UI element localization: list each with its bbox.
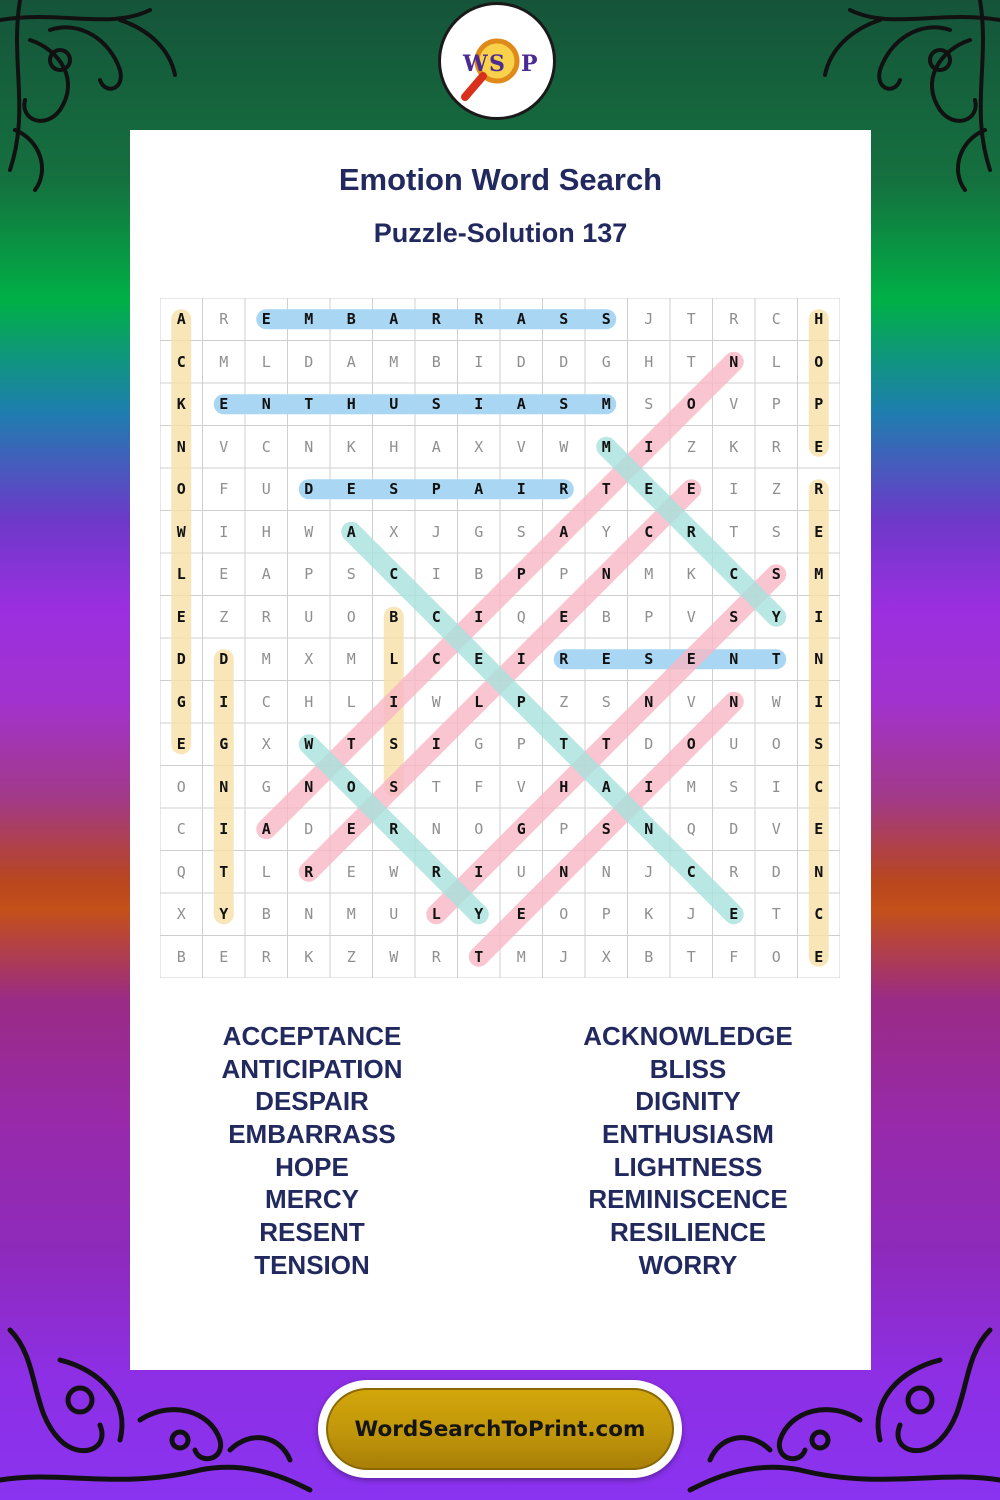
word-list-item: REMINISCENCE	[588, 1184, 788, 1215]
grid-letter: Y	[601, 522, 611, 541]
grid-letter: T	[686, 352, 696, 371]
grid-letter: D	[219, 650, 229, 668]
grid-letter: M	[261, 650, 271, 668]
grid-letter: G	[474, 735, 484, 753]
grid-letter: N	[431, 820, 441, 838]
grid-letter: B	[346, 310, 356, 328]
grid-letter: W	[389, 947, 399, 966]
grid-letter: L	[261, 862, 271, 881]
grid-letter: T	[729, 522, 739, 541]
grid-letter: E	[346, 862, 356, 881]
word-list-item: DIGNITY	[635, 1086, 741, 1117]
grid-letter: D	[729, 820, 739, 838]
grid-letter: N	[729, 650, 739, 668]
grid-letter: C	[814, 905, 824, 923]
grid-letter: O	[814, 352, 824, 371]
grid-letter: K	[176, 395, 186, 413]
grid-letter: E	[346, 480, 356, 498]
grid-letter: H	[346, 395, 356, 413]
grid-letter: U	[389, 395, 399, 413]
word-list-item: LIGHTNESS	[613, 1151, 763, 1182]
grid-letter: F	[474, 777, 484, 796]
grid-letter: T	[771, 905, 781, 923]
grid-letter: E	[474, 650, 484, 668]
grid-letter: I	[644, 437, 654, 456]
grid-letter: Z	[686, 437, 696, 456]
grid-letter: A	[176, 310, 186, 328]
grid-letter: E	[219, 565, 229, 583]
grid-letter: A	[601, 777, 611, 796]
grid-letter: E	[346, 820, 356, 838]
website-link-button[interactable]	[318, 1380, 682, 1478]
grid-letter: O	[686, 735, 696, 753]
grid-letter: T	[431, 777, 441, 796]
grid-letter: E	[516, 905, 526, 923]
grid-letter: S	[771, 522, 781, 541]
grid-letter: H	[644, 352, 654, 371]
grid-letter: X	[389, 522, 399, 541]
grid-letter: S	[559, 395, 569, 413]
grid-letter: D	[304, 352, 314, 371]
grid-letter: T	[304, 395, 314, 413]
grid-letter: V	[686, 692, 696, 711]
grid-letter: R	[431, 947, 441, 966]
grid-letter: M	[644, 565, 654, 583]
grid-letter: R	[261, 607, 271, 626]
grid-letter: S	[814, 735, 824, 753]
grid-letter: Z	[219, 607, 229, 626]
grid-letter: I	[516, 480, 526, 498]
grid-letter: R	[389, 820, 399, 838]
grid-letter: W	[389, 862, 399, 881]
grid-letter: E	[814, 947, 824, 966]
grid-letter: I	[771, 777, 781, 796]
grid-letter: P	[516, 565, 526, 583]
grid-letter: P	[814, 395, 824, 413]
grid-letter: E	[644, 480, 654, 498]
grid-letter: S	[729, 607, 739, 626]
grid-letter: M	[814, 565, 824, 583]
grid-letter: K	[644, 905, 654, 923]
grid-letter: K	[304, 947, 314, 966]
grid-letter: P	[516, 692, 526, 711]
grid-letter: Z	[771, 480, 781, 498]
grid-letter: N	[261, 395, 271, 413]
grid-letter: E	[559, 607, 569, 626]
grid-letter: L	[389, 650, 399, 668]
grid-letter: I	[431, 735, 441, 753]
grid-letter: I	[219, 522, 229, 541]
grid-letter: B	[261, 905, 271, 923]
word-list-item: DESPAIR	[255, 1086, 369, 1117]
grid-letter: A	[516, 310, 526, 328]
grid-letter: X	[261, 735, 271, 753]
grid-letter: R	[261, 947, 271, 966]
grid-letter: I	[474, 607, 484, 626]
word-search-grid	[160, 298, 840, 978]
grid-letter: B	[644, 947, 654, 966]
grid-letter: S	[516, 522, 526, 541]
grid-letter: R	[686, 522, 696, 541]
grid-letter: P	[431, 480, 441, 498]
grid-letter: J	[686, 905, 696, 923]
grid-letter: A	[559, 522, 569, 541]
grid-letter: P	[771, 395, 781, 413]
grid-letter: R	[729, 310, 739, 328]
grid-letter: E	[686, 650, 696, 668]
grid-letter: N	[729, 692, 739, 711]
grid-letter: W	[304, 735, 314, 753]
magnifier-logo-icon	[441, 5, 553, 117]
grid-letter: R	[559, 650, 569, 668]
grid-letter: C	[176, 820, 186, 838]
grid-letter: N	[814, 862, 824, 881]
grid-letter: R	[431, 862, 441, 881]
grid-letter: K	[686, 565, 696, 583]
grid-letter: S	[601, 692, 611, 711]
grid-letter: Z	[559, 692, 569, 711]
puzzle-title: Emotion Word Search	[338, 162, 663, 197]
grid-letter: S	[644, 650, 654, 668]
grid-letter: D	[644, 735, 654, 753]
grid-letter: E	[219, 395, 229, 413]
grid-letter: R	[729, 862, 739, 881]
grid-letter: V	[219, 437, 229, 456]
grid-letter: K	[729, 437, 739, 456]
grid-letter: P	[601, 905, 611, 923]
grid-letter: Q	[686, 820, 696, 838]
website-link-label[interactable]: WordSearchToPrint.com	[354, 1416, 646, 1442]
logo-letter-w: W	[463, 51, 488, 77]
grid-letter: C	[261, 437, 271, 456]
grid-letter: C	[431, 650, 441, 668]
grid-letter: H	[304, 692, 314, 711]
grid-letter: G	[261, 777, 271, 796]
grid-letter: E	[814, 522, 824, 541]
grid-letter: H	[559, 777, 569, 796]
grid-letter: U	[516, 862, 526, 881]
grid-letter: D	[771, 862, 781, 881]
grid-letter: Y	[771, 607, 781, 626]
grid-letter: T	[474, 947, 484, 966]
grid-letter: E	[814, 437, 824, 456]
grid-letter: E	[729, 905, 739, 923]
grid-letter: O	[176, 777, 186, 796]
grid-letter: T	[601, 735, 611, 753]
grid-letter: G	[219, 735, 229, 753]
website-link-pill[interactable]	[326, 1388, 674, 1470]
grid-letter: S	[601, 310, 611, 328]
grid-letter: N	[559, 862, 569, 881]
grid-letter: Y	[474, 905, 484, 923]
word-list-item: TENSION	[254, 1249, 370, 1280]
grid-letter: B	[431, 352, 441, 371]
grid-letter: I	[814, 607, 824, 626]
grid-letter: I	[644, 777, 654, 796]
grid-letter: A	[389, 310, 399, 328]
grid-letter: U	[304, 607, 314, 626]
grid-letter: B	[176, 947, 186, 966]
grid-letter: U	[261, 480, 271, 498]
grid-letter: G	[516, 820, 526, 838]
grid-letter: E	[261, 310, 271, 328]
grid-letter: W	[304, 522, 314, 541]
grid-letter: H	[389, 437, 399, 456]
grid-letter: P	[644, 607, 654, 626]
grid-letter: L	[176, 565, 186, 583]
grid-letter: P	[559, 565, 569, 583]
grid-letter: I	[219, 820, 229, 838]
grid-letter: O	[176, 480, 186, 498]
grid-letter: O	[771, 735, 781, 753]
grid-letter: S	[644, 395, 654, 413]
grid-letter: R	[474, 310, 484, 328]
grid-letter: I	[219, 692, 229, 711]
grid-letter: M	[219, 352, 229, 371]
grid-letter: I	[474, 352, 484, 371]
grid-letter: M	[601, 395, 611, 413]
grid-letter: P	[304, 565, 314, 583]
grid-letter: N	[304, 905, 314, 923]
grid-letter: L	[474, 692, 484, 711]
grid-letter: C	[686, 862, 696, 881]
grid-letter: N	[601, 565, 611, 583]
grid-letter: U	[389, 905, 399, 923]
word-list-item: ENTHUSIASM	[602, 1119, 774, 1150]
grid-letter: T	[686, 947, 696, 966]
grid-letter: Y	[219, 905, 229, 923]
grid-letter: O	[686, 395, 696, 413]
grid-letter: M	[516, 947, 526, 966]
grid-letter: V	[686, 607, 696, 626]
grid-letter: X	[304, 650, 314, 668]
grid-letter: I	[814, 692, 824, 711]
grid-letter: T	[686, 310, 696, 328]
word-list-right	[528, 1020, 848, 1282]
grid-letter: E	[814, 820, 824, 838]
grid-letter: R	[304, 862, 314, 881]
grid-letter: Q	[516, 607, 526, 626]
grid-letter: S	[389, 777, 399, 796]
logo-letter-p: P	[521, 51, 538, 77]
grid-letter: U	[729, 735, 739, 753]
word-list-item: RESENT	[259, 1217, 365, 1248]
grid-letter: O	[771, 947, 781, 966]
grid-letter: C	[431, 607, 441, 626]
grid-letter: G	[474, 522, 484, 541]
grid-letter: S	[346, 565, 356, 583]
grid-letter: R	[771, 437, 781, 456]
grid-letter: C	[814, 777, 824, 796]
grid-letter: A	[346, 352, 356, 371]
grid-letter: W	[176, 522, 186, 541]
grid-letter: C	[729, 565, 739, 583]
grid-letter: L	[261, 352, 271, 371]
grid-letter: W	[431, 692, 441, 711]
grid-letter: W	[771, 692, 781, 711]
grid-letter: H	[261, 522, 271, 541]
grid-letter: C	[771, 310, 781, 328]
word-list-item: BLISS	[649, 1053, 727, 1084]
grid-letter: N	[304, 437, 314, 456]
grid-letter: O	[559, 905, 569, 923]
grid-letter: I	[431, 565, 441, 583]
grid-letter: V	[516, 777, 526, 796]
grid-letter: A	[261, 820, 271, 838]
grid-letter: E	[219, 947, 229, 966]
grid-letter: S	[559, 310, 569, 328]
grid-letter: N	[304, 777, 314, 796]
grid-letter: T	[219, 862, 229, 881]
grid-letter: S	[389, 480, 399, 498]
word-list-item: HOPE	[275, 1151, 349, 1182]
grid-letter: J	[559, 947, 569, 966]
grid-letter: R	[814, 480, 824, 498]
grid-letter: I	[516, 650, 526, 668]
word-list-item: ACCEPTANCE	[222, 1021, 402, 1051]
grid-letter: F	[219, 480, 229, 498]
grid-letter: I	[474, 862, 484, 881]
word-list-item: ACKNOWLEDGE	[583, 1021, 793, 1051]
grid-letter: B	[601, 607, 611, 626]
grid-letter: J	[644, 310, 654, 328]
grid-letter: S	[729, 777, 739, 796]
word-list-item: EMBARRASS	[228, 1119, 396, 1150]
grid-letter: S	[771, 565, 781, 583]
logo-letter-s: S	[489, 51, 505, 77]
word-list-left	[152, 1020, 472, 1282]
grid-letter: C	[644, 522, 654, 541]
wsp-logo	[438, 2, 556, 120]
grid-letter: A	[346, 522, 356, 541]
word-list-item: WORRY	[638, 1249, 738, 1280]
grid-letter: H	[814, 310, 824, 328]
grid-letters	[160, 298, 840, 978]
grid-letter: O	[346, 607, 356, 626]
grid-letter: V	[516, 437, 526, 456]
word-list-item: RESILIENCE	[609, 1217, 767, 1248]
grid-letter: B	[474, 565, 484, 583]
grid-letter: J	[431, 522, 441, 541]
word-list-item: ANTICIPATION	[221, 1053, 403, 1084]
grid-letter: X	[601, 947, 611, 966]
grid-letter: A	[474, 480, 484, 498]
grid-letter: D	[176, 650, 186, 668]
grid-letter: Z	[346, 947, 356, 966]
grid-letter: M	[686, 777, 696, 796]
grid-letter: C	[176, 352, 186, 371]
grid-letter: R	[431, 310, 441, 328]
grid-letter: N	[601, 862, 611, 881]
grid-letter: R	[559, 480, 569, 498]
grid-letter: I	[729, 480, 739, 498]
grid-letter: S	[431, 395, 441, 413]
grid-letter: P	[516, 735, 526, 753]
grid-letter: M	[346, 905, 356, 923]
grid-letter: M	[389, 352, 399, 371]
grid-letter: V	[729, 395, 739, 413]
grid-letter: I	[474, 395, 484, 413]
grid-letter: T	[346, 735, 356, 753]
grid-letter: D	[559, 352, 569, 371]
grid-letter: E	[686, 480, 696, 498]
grid-letter: O	[474, 820, 484, 838]
word-list-item: MERCY	[265, 1184, 359, 1215]
grid-letter: L	[346, 692, 356, 711]
grid-letter: E	[601, 650, 611, 668]
grid-letter: M	[346, 650, 356, 668]
grid-letter: G	[176, 692, 186, 711]
grid-letter: G	[601, 352, 611, 371]
grid-letter: K	[346, 437, 356, 456]
grid-letter: A	[516, 395, 526, 413]
grid-letter: Q	[176, 862, 186, 881]
grid-letter: W	[559, 437, 569, 456]
grid-letter: I	[389, 692, 399, 711]
grid-letter: T	[559, 735, 569, 753]
grid-letter: V	[771, 820, 781, 838]
grid-letter: C	[389, 565, 399, 583]
grid-letter: S	[389, 735, 399, 753]
grid-letter: D	[304, 480, 314, 498]
puzzle-subtitle: Puzzle-Solution 137	[373, 218, 628, 248]
grid-letter: E	[176, 607, 186, 626]
grid-letter: T	[771, 650, 781, 668]
grid-letter: L	[771, 352, 781, 371]
grid-letter: A	[431, 437, 441, 456]
grid-letter: N	[219, 777, 229, 796]
grid-letter: R	[219, 310, 229, 328]
grid-letter: C	[261, 692, 271, 711]
grid-letter: B	[389, 607, 399, 626]
grid-letter: L	[431, 905, 441, 923]
grid-letter: D	[304, 820, 314, 838]
grid-letter: N	[644, 692, 654, 711]
grid-letter: N	[176, 437, 186, 456]
grid-letter: X	[176, 905, 186, 923]
grid-letter: N	[729, 352, 739, 371]
grid-letter: E	[176, 735, 186, 753]
grid-letter: X	[474, 437, 484, 456]
grid-letter: T	[601, 480, 611, 498]
grid-letter: D	[516, 352, 526, 371]
grid-letter: O	[346, 777, 356, 796]
grid-letter: N	[644, 820, 654, 838]
grid-letter: P	[559, 820, 569, 838]
grid-letter: F	[729, 947, 739, 966]
grid-letter: A	[261, 565, 271, 583]
grid-letter: J	[644, 862, 654, 881]
grid-letter: M	[304, 310, 314, 328]
grid-letter: N	[814, 650, 824, 668]
grid-letter: M	[601, 437, 611, 456]
grid-letter: S	[601, 820, 611, 838]
